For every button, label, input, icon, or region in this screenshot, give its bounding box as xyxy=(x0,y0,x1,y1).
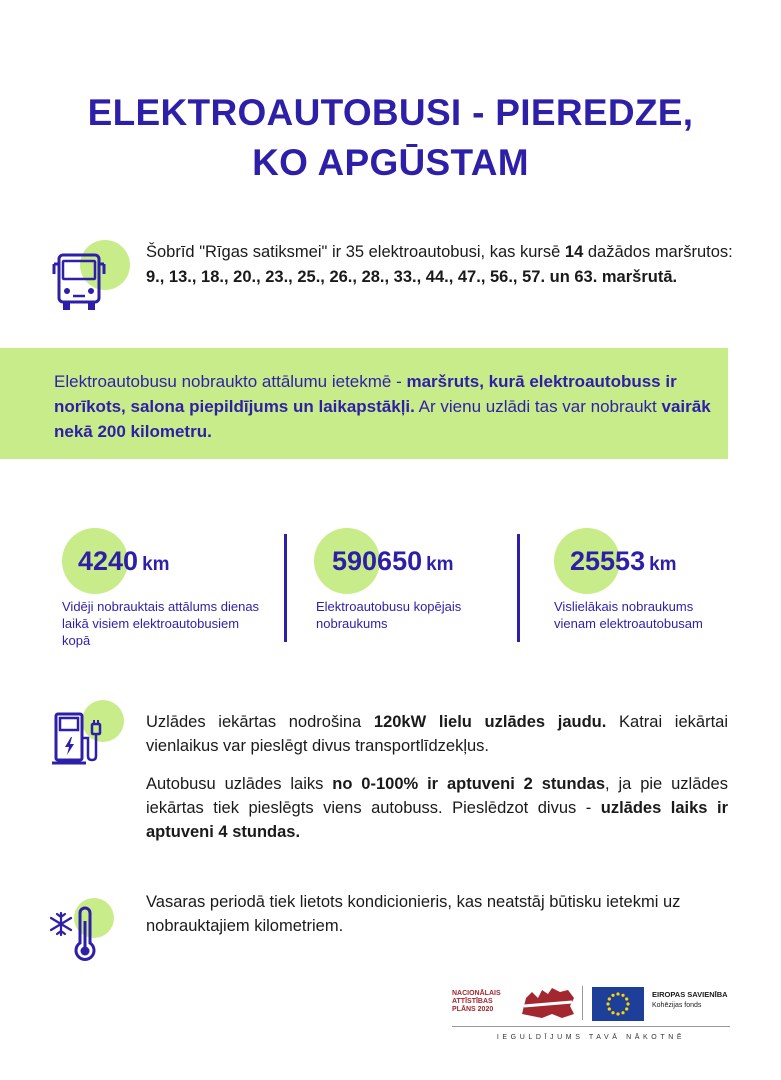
mileage-factors-banner xyxy=(0,348,728,459)
charging-text-part: Katrai iekārtai vienlaikus var pieslēgt divus transportlīdzekļus. xyxy=(146,713,728,755)
mileage-factors-text xyxy=(54,369,714,444)
climate-info-text: Vasaras periodā tiek lietots kondicionieris, kas neatstāj būtisku ietekmi uz nobrauktajiem kilometriem. xyxy=(146,893,681,935)
charging-time-double-highlight: uzlādes laiks ir aptuveni 4 stundas. xyxy=(146,799,728,841)
charging-station-icon xyxy=(52,712,106,768)
stat-label: Vidēji nobrauktais attālums dienas laikā visiem elektroautobusiem kopā xyxy=(62,599,260,648)
charging-text-part: , ja pie uzlādes iekārtas tiek pieslēgts viens autobuss. Pieslēdzot divus - xyxy=(146,775,728,817)
bus-info-text xyxy=(146,240,736,290)
range-highlight: vairāk nekā 200 kilometru. xyxy=(54,397,711,441)
charging-text-part: Autobusu uzlādes laiks xyxy=(146,775,333,793)
nap-line: NACIONĀLAIS xyxy=(452,990,501,997)
bus-icon xyxy=(52,252,106,314)
stat-value xyxy=(78,546,170,577)
bus-info-text-part: Šobrīd "Rīgas satiksmei" ir 35 elektroautobusi, kas kursē xyxy=(146,243,565,261)
stat-number: 590650 xyxy=(332,546,423,576)
footer-slogan: IEGULDĪJUMS TAVĀ NĀKOTNĒ xyxy=(496,1034,686,1041)
stat-unit: km xyxy=(426,554,454,575)
nap-line: PLĀNS 2020 xyxy=(452,1006,494,1013)
charging-power-highlight: 120kW lielu uzlādes jaudu. xyxy=(373,713,607,731)
page-title-line-1: ELEKTROAUTOBUSI - PIEREDZE, xyxy=(87,92,694,133)
stat-label: Elektroautobusu kopējais nobraukums xyxy=(316,599,462,631)
bus-route-count: 14 xyxy=(564,243,584,261)
stat-value xyxy=(570,546,677,577)
bus-info-text-part: dažādos maršrutos: xyxy=(583,243,733,261)
eu-flag-icon xyxy=(592,987,644,1021)
bus-info-section xyxy=(0,240,781,320)
stat-label: Vislielākais nobraukums vienam elektroautobusam xyxy=(554,599,703,631)
page-title xyxy=(0,88,781,188)
stat-divider xyxy=(517,534,520,642)
footer-divider xyxy=(452,1026,730,1027)
stat-value xyxy=(332,546,454,577)
nap-logo-text xyxy=(452,990,522,1014)
charging-info xyxy=(146,710,728,844)
charging-time-single-highlight: no 0-100% ir aptuveni 2 stundas xyxy=(332,775,606,793)
charging-text-part: Uzlādes iekārtas nodrošina xyxy=(146,713,374,731)
funding-logos xyxy=(452,982,732,1044)
bus-route-list: 9., 13., 18., 20., 23., 25., 26., 28., 33., 44., 47., 56., 57. un 63. maršrutā. xyxy=(146,268,678,286)
mileage-factors-highlight: maršruts, kurā elektroautobuss ir norīkots, salona piepildījums un laikapstākļi. xyxy=(54,372,677,416)
stat-divider xyxy=(284,534,287,642)
stat-number: 4240 xyxy=(78,546,139,576)
eu-subtitle: Kohēzijas fonds xyxy=(652,1002,702,1009)
charging-time-text xyxy=(146,772,728,844)
charging-power-text xyxy=(146,710,728,758)
mileage-factors-text-part: Ar vienu uzlādi tas var nobraukt xyxy=(414,397,662,416)
latvia-map-icon xyxy=(518,984,578,1022)
mileage-factors-text-part: Elektroautobusu nobraukto attālumu ietekmē - xyxy=(54,372,407,391)
nap-line: ATTĪSTĪBAS xyxy=(452,998,493,1005)
eu-title: EIROPAS SAVIENĪBA xyxy=(652,990,728,999)
stat-unit: km xyxy=(142,554,170,575)
logo-divider xyxy=(582,986,583,1020)
snowflake-thermometer-icon xyxy=(50,905,102,963)
page-title-line-2: KO APGŪSTAM xyxy=(252,142,529,183)
stat-number: 25553 xyxy=(570,546,646,576)
stat-unit: km xyxy=(649,554,677,575)
